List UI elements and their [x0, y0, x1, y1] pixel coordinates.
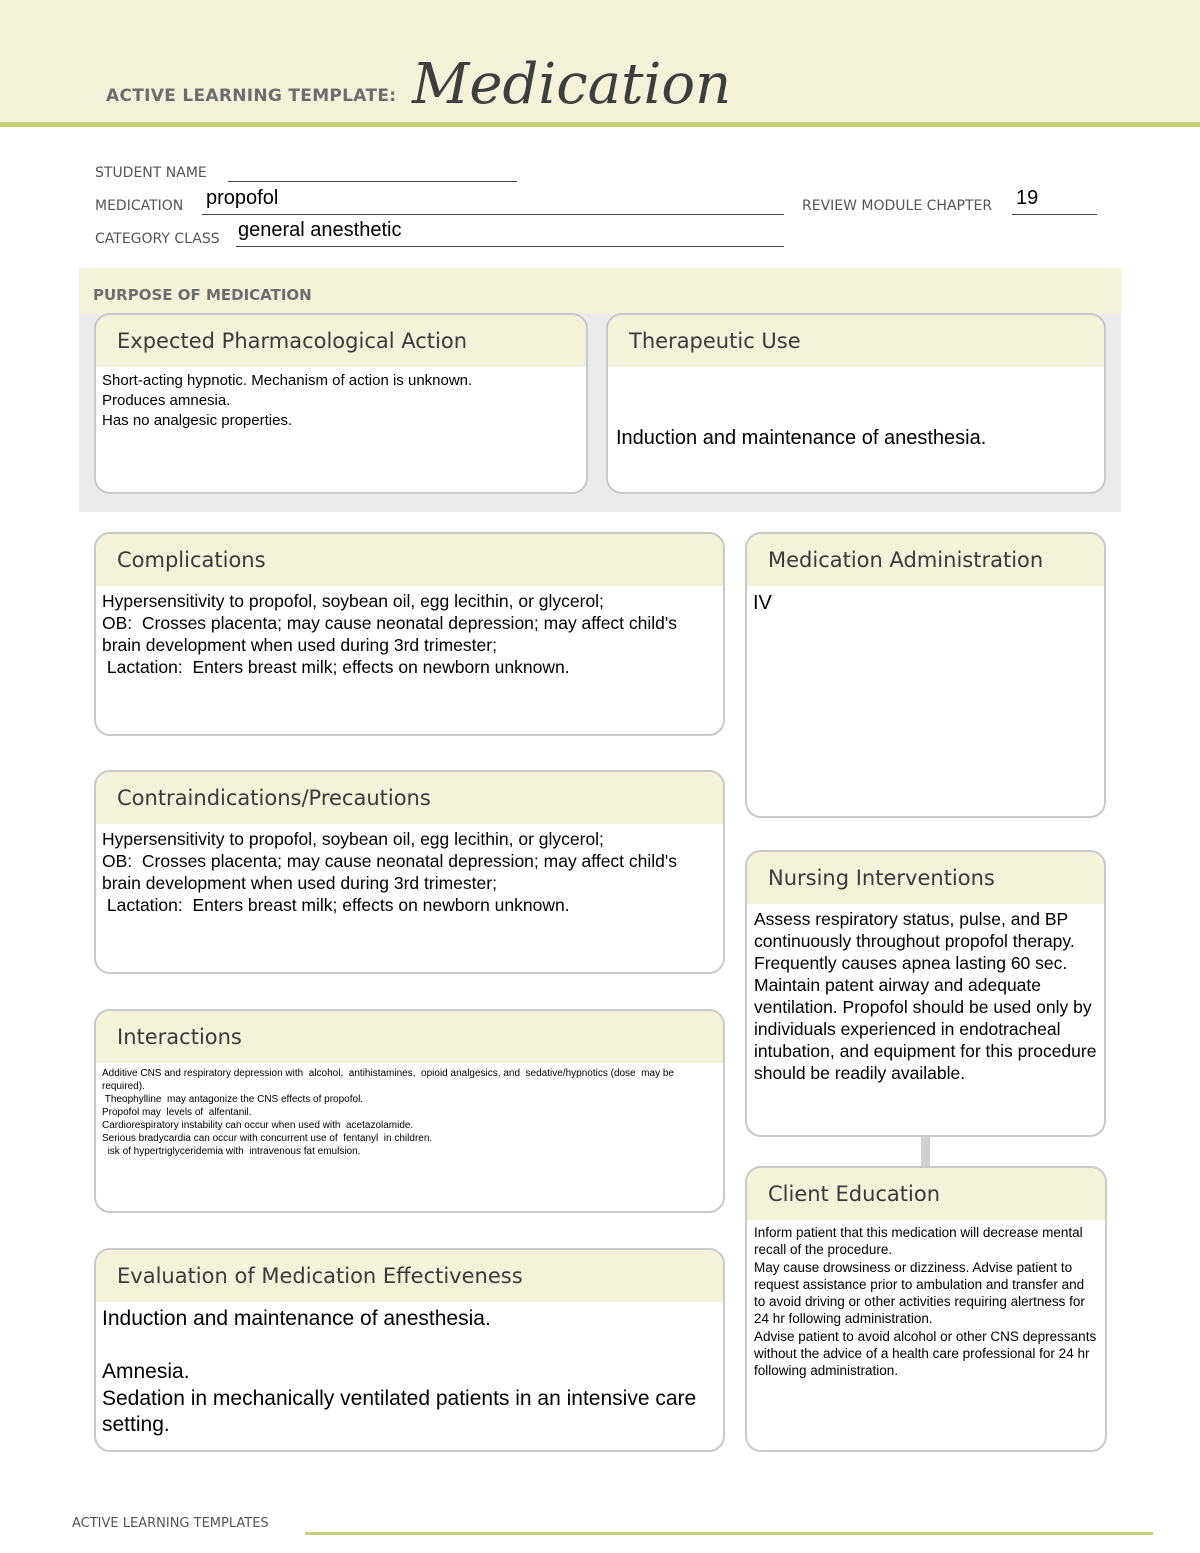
footer-label: ACTIVE LEARNING TEMPLATES — [72, 1516, 269, 1531]
expected-action-title: Expected Pharmacological Action — [96, 315, 586, 367]
contraindications-title: Contraindications/Precautions — [96, 772, 723, 824]
footer-rule — [305, 1532, 1153, 1535]
interactions-title: Interactions — [96, 1011, 723, 1063]
expected-action-text[interactable]: Short-acting hypnotic. Mechanism of action is unknown. Produces amnesia. Has no analgesic properties. — [102, 372, 473, 429]
expected-action-box — [94, 313, 588, 494]
evaluation-box — [94, 1248, 725, 1452]
purpose-label: PURPOSE OF MEDICATION — [93, 286, 312, 304]
client-education-text[interactable]: Inform patient that this medication will decrease mental recall of the procedure. May cause drowsiness or dizziness. Advise patient to request assistance prior to ambulation and transfer and to avoid driving or other activities requiring alertness for 24 hr following administration. Advise patient to avoid alcohol or other CNS depressants without the advice of a health care professional for 24 hr following administration. — [754, 1225, 1097, 1379]
evaluation-text[interactable]: Induction and maintenance of anesthesia. Amnesia. Sedation in mechanically ventilated patients in an intensive care setting. — [102, 1307, 697, 1436]
review-module-field[interactable]: 19 — [1016, 187, 1039, 209]
medication-field[interactable]: propofol — [206, 187, 279, 209]
header-rule — [0, 122, 1200, 127]
student-name-label: STUDENT NAME — [95, 165, 207, 181]
medication-label: MEDICATION — [95, 198, 184, 214]
medication-line — [202, 214, 784, 215]
interactions-box — [94, 1009, 725, 1213]
review-module-line — [1012, 214, 1097, 215]
student-name-line — [228, 181, 517, 182]
category-class-field[interactable]: general anesthetic — [238, 219, 402, 241]
client-education-box — [745, 1166, 1107, 1452]
therapeutic-use-text[interactable]: Induction and maintenance of anesthesia. — [616, 427, 987, 449]
box-connector — [921, 1137, 930, 1167]
complications-title: Complications — [96, 534, 723, 586]
category-class-line — [236, 246, 784, 247]
review-module-label: REVIEW MODULE CHAPTER — [802, 198, 993, 214]
page-title: Medication — [412, 52, 732, 117]
nursing-interventions-title: Nursing Interventions — [747, 852, 1104, 904]
complications-box — [94, 532, 725, 736]
nursing-interventions-text[interactable]: Assess respiratory status, pulse, and BP continuously throughout propofol therapy. Frequently causes apnea lasting 60 sec. Maintain patent airway and adequate ventilation. Propofol should be used only by individuals experienced in endotracheal intubation, and equipment for this procedure should be readily available. — [754, 909, 1102, 1083]
contraindications-box — [94, 770, 725, 974]
medication-administration-text[interactable]: IV — [753, 592, 772, 614]
nursing-interventions-box — [745, 850, 1106, 1137]
header-label: ACTIVE LEARNING TEMPLATE: — [106, 86, 397, 106]
therapeutic-use-box — [606, 313, 1106, 494]
category-class-label: CATEGORY CLASS — [95, 231, 220, 247]
medication-administration-title: Medication Administration — [747, 534, 1104, 586]
therapeutic-use-title: Therapeutic Use — [608, 315, 1104, 367]
contraindications-text[interactable]: Hypersensitivity to propofol, soybean oil, egg lecithin, or glycerol; OB: Crosses placenta; may cause neonatal depression; may affect child's brain development when used during 3rd trimester; Lactation: Enters breast milk; effects on newborn unknown. — [102, 829, 677, 915]
client-education-title: Client Education — [747, 1168, 1105, 1220]
complications-text[interactable]: Hypersensitivity to propofol, soybean oil, egg lecithin, or glycerol; OB: Crosses placenta; may cause neonatal depression; may affect child's brain development when used during 3rd trimester; Lactation: Enters breast milk; effects on newborn unknown. — [102, 591, 677, 677]
evaluation-title: Evaluation of Medication Effectiveness — [96, 1250, 723, 1302]
medication-administration-box — [745, 532, 1106, 818]
interactions-text[interactable]: Additive CNS and respiratory depression with alcohol, antihistamines, opioid analgesics, and sedative/hypnotics (dose may be required). Theophylline may antagonize the CNS effects of propofol. Propofol may levels of alfentanil. Cardiorespiratory instability can occur when used with acetazolamide. Serious bradycardia can occur with concurrent use of fentanyl in children. isk of hypertriglyceridemia with intravenous fat emulsion. — [102, 1068, 674, 1157]
